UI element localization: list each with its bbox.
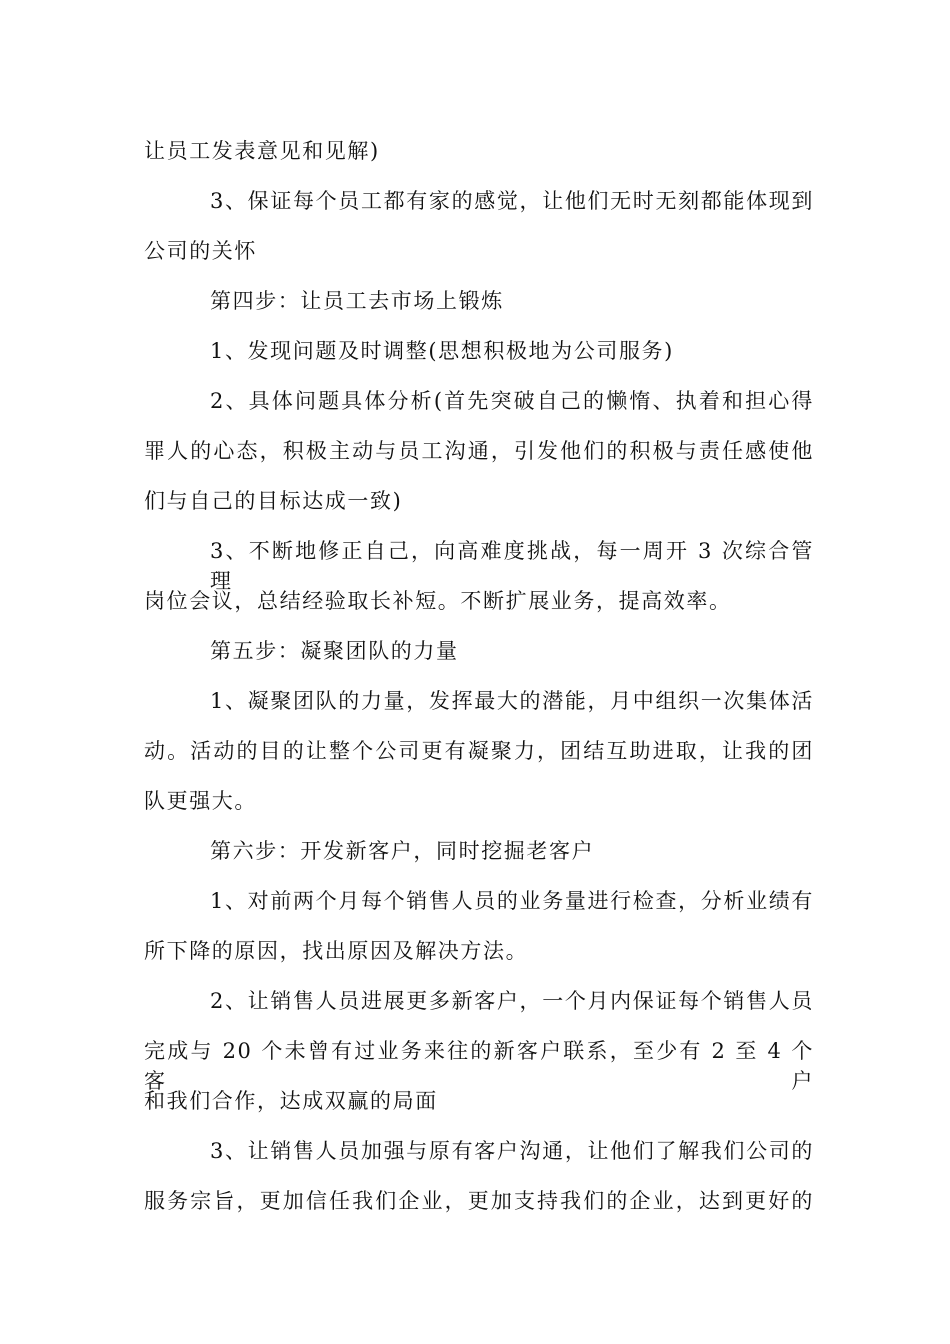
paragraph-line: 队更强大。 <box>144 789 257 813</box>
paragraph-line: 1、发现问题及时调整(思想积极地为公司服务) <box>210 339 674 363</box>
paragraph-line: 让员工发表意见和见解) <box>144 139 380 163</box>
paragraph-line: 所下降的原因，找出原因及解决方法。 <box>144 939 529 963</box>
paragraph-line: 罪人的心态，积极主动与员工沟通，引发他们的积极与责任感使他 <box>144 439 814 463</box>
paragraph-line: 完成与 20 个未曾有过业务来往的新客户联系，至少有 2 至 4 个客户 <box>144 1039 814 1093</box>
paragraph-line: 动。活动的目的让整个公司更有凝聚力，团结互助进取，让我的团 <box>144 739 814 763</box>
paragraph-line: 公司的关怀 <box>144 239 257 263</box>
paragraph-line: 3、保证每个员工都有家的感觉，让他们无时无刻都能体现到 <box>210 189 814 213</box>
paragraph-line: 和我们合作，达成双赢的局面 <box>144 1089 438 1113</box>
paragraph-line: 们与自己的目标达成一致) <box>144 489 403 513</box>
section-heading: 第六步：开发新客户，同时挖掘老客户 <box>210 839 595 863</box>
paragraph-line: 2、具体问题具体分析(首先突破自己的懒惰、执着和担心得 <box>210 389 814 413</box>
paragraph-line: 1、凝聚团队的力量，发挥最大的潜能，月中组织一次集体活 <box>210 689 814 713</box>
paragraph-line: 1、对前两个月每个销售人员的业务量进行检查，分析业绩有 <box>210 889 814 913</box>
paragraph-line: 岗位会议，总结经验取长补短。不断扩展业务，提高效率。 <box>144 589 732 613</box>
paragraph-line: 服务宗旨，更加信任我们企业，更加支持我们的企业，达到更好的 <box>144 1189 814 1213</box>
section-heading: 第五步：凝聚团队的力量 <box>210 639 459 663</box>
paragraph-line: 3、让销售人员加强与原有客户沟通，让他们了解我们公司的 <box>210 1139 814 1163</box>
section-heading: 第四步：让员工去市场上锻炼 <box>210 289 504 313</box>
paragraph-line: 2、让销售人员进展更多新客户，一个月内保证每个销售人员 <box>210 989 814 1013</box>
paragraph-line: 3、不断地修正自己，向高难度挑战，每一周开 3 次综合管理 <box>210 539 814 593</box>
